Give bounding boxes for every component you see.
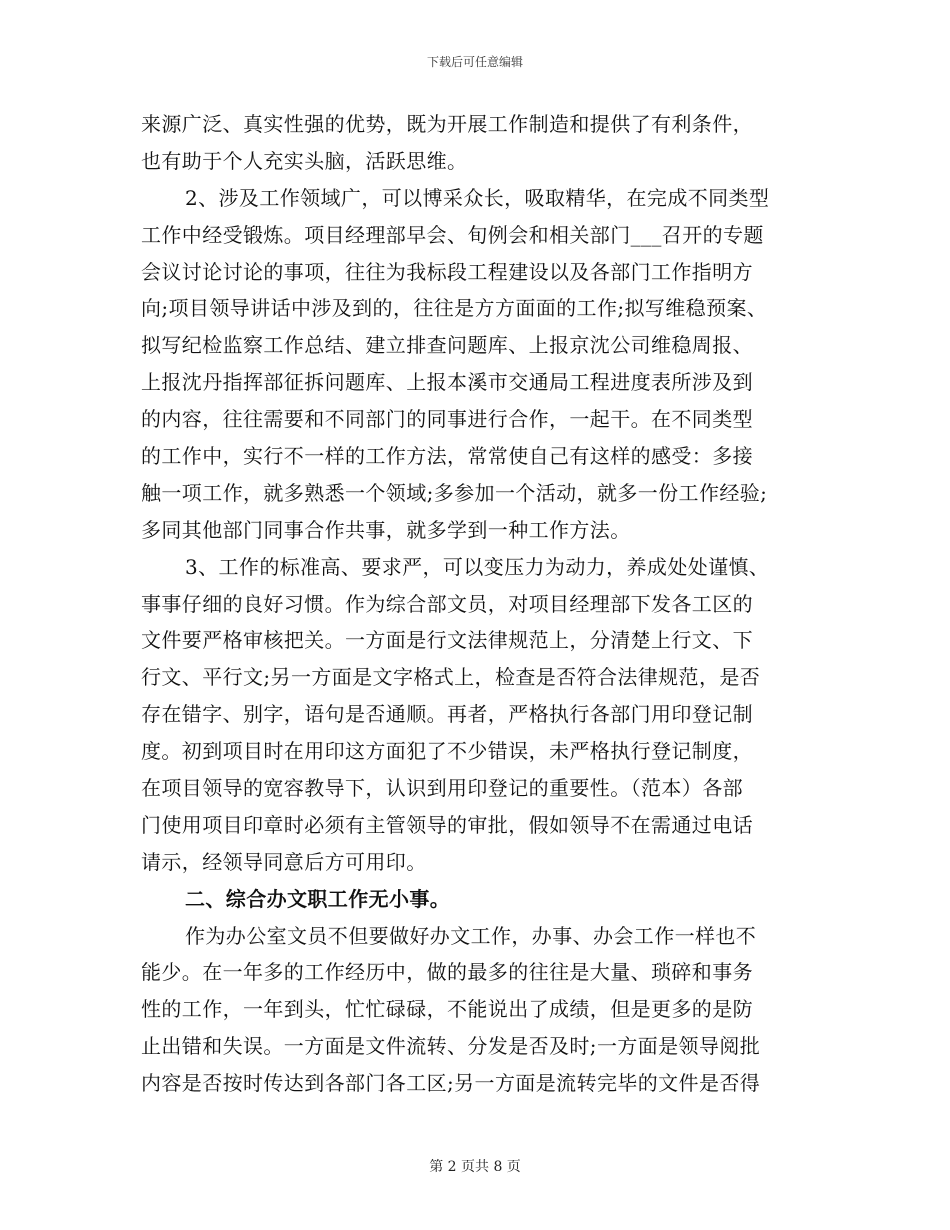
text-line: 行文、平行文;另一方面是文字格式上，检查是否符合法律规范，是否	[141, 665, 761, 690]
text-line: 拟写纪检监察工作总结、建立排查问题库、上报京沈公司维稳周报、	[141, 333, 753, 358]
page-header: 下载后可任意编辑	[426, 55, 523, 69]
text-line: 文件要严格审核把关。一方面是行文法律规范上，分清楚上行文、下	[141, 628, 753, 653]
text-line: 请示，经领导同意后方可用印。	[141, 849, 427, 874]
text-line: 工作中经受锻炼。项目经理部早会、旬例会和相关部门___召开的专题	[141, 222, 764, 247]
text-line: 事事仔细的良好习惯。作为综合部文员，对项目经理部下发各工区的	[141, 591, 753, 616]
text-line: 的内容，往往需要和不同部门的同事进行合作，一起干。在不同类型	[141, 407, 753, 432]
text-line: 也有助于个人充实头脑，活跃思维。	[141, 148, 468, 173]
text-line: 内容是否按时传达到各部门各工区;另一方面是流转完毕的文件是否得	[141, 1071, 761, 1096]
text-line: 存在错字、别字，语句是否通顺。再者，严格执行各部门用印登记制	[141, 702, 753, 727]
paragraph-start-line: 作为办公室文员不但要做好办文工作，办事、办会工作一样也不	[185, 923, 757, 948]
paragraph-start-line: 3、工作的标准高、要求严，可以变压力为动力，养成处处谨慎、	[185, 554, 770, 579]
text-line: 多同其他部门同事合作共事，就多学到一种工作方法。	[141, 517, 631, 542]
page-footer: 第 2 页共 8 页	[429, 1159, 521, 1175]
text-line: 向;项目领导讲话中涉及到的，往往是方方面面的工作;拟写维稳预案、	[141, 296, 768, 321]
text-line: 止出错和失误。一方面是文件流转、分发是否及时;一方面是领导阅批	[141, 1034, 761, 1059]
text-line: 度。初到项目时在用印这方面犯了不少错误，未严格执行登记制度，	[141, 739, 753, 764]
document-body	[141, 106, 816, 1102]
text-line: 能少。在一年多的工作经历中，做的最多的往往是大量、琐碎和事务	[141, 960, 753, 985]
text-line: 门使用项目印章时必须有主管领导的审批，假如领导不在需通过电话	[141, 812, 753, 837]
text-line: 来源广泛、真实性强的优势，既为开展工作制造和提供了有利条件，	[141, 112, 753, 136]
text-line: 触一项工作，就多熟悉一个领域;多参加一个活动，就多一份工作经验;	[141, 480, 768, 505]
text-line: 的工作中，实行不一样的工作方法，常常使自己有这样的感受：多接	[141, 444, 753, 469]
text-line: 在项目领导的宽容教导下，认识到用印登记的重要性。（范本）各部	[141, 776, 743, 801]
paragraph-start-line: 2、涉及工作领域广，可以博采众长，吸取精华，在完成不同类型	[185, 185, 770, 210]
section-heading: 二、综合办文职工作无小事。	[185, 886, 451, 911]
text-line: 上报沈丹指挥部征拆问题库、上报本溪市交通局工程进度表所涉及到	[141, 370, 753, 395]
text-line: 会议讨论讨论的事项，往往为我标段工程建设以及各部门工作指明方	[141, 259, 753, 284]
text-line: 性的工作，一年到头，忙忙碌碌，不能说出了成绩，但是更多的是防	[141, 997, 753, 1022]
